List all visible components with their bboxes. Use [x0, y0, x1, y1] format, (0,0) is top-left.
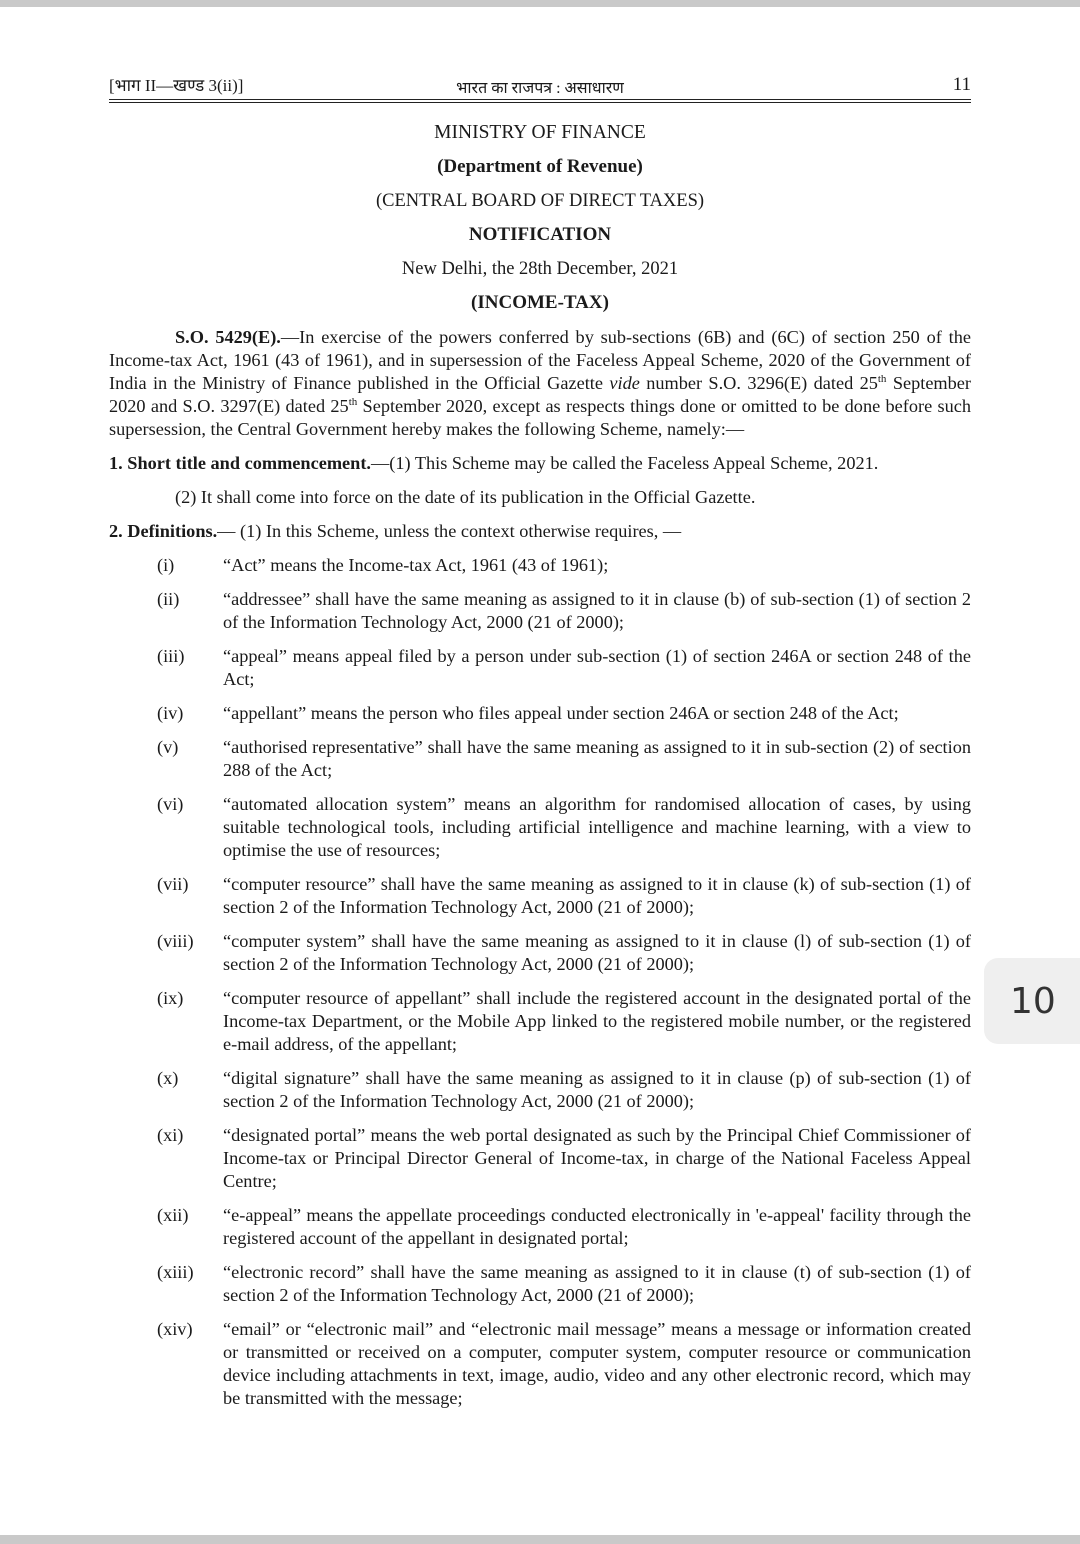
definition-item: [109, 645, 971, 691]
definition-item: [109, 588, 971, 634]
definition-item: [109, 1261, 971, 1307]
page-indicator-badge: [984, 958, 1080, 1044]
definition-text: “computer system” shall have the same meaning as assigned to it in clause (l) of sub-section (1) of section 2 of the Information Technology Act, 2000 (21 of 2000);: [223, 931, 971, 974]
definition-number: (vi): [157, 794, 184, 814]
definition-number: (x): [157, 1068, 179, 1088]
definition-text: “Act” means the Income-tax Act, 1961 (43 of 1961);: [223, 555, 609, 575]
definition-text: “authorised representative” shall have the same meaning as assigned to it in sub-section (2) of section 288 of the Act;: [223, 737, 971, 780]
definition-text: “designated portal” means the web portal designated as such by the Principal Chief Commissioner of Income-tax or Principal Director General of Income-tax, in charge of the National Faceless Appeal Centre;: [223, 1125, 971, 1191]
definition-number: (xiii): [157, 1262, 194, 1282]
definition-number: (xi): [157, 1125, 184, 1145]
section-1: 1. Short title and commencement.—(1) This Scheme may be called the Faceless Appeal Scheme, 2021.: [109, 453, 879, 473]
definition-item: [109, 987, 971, 1056]
definition-text: “automated allocation system” means an algorithm for randomised allocation of cases, by using suitable technological tools, including artificial intelligence and machine learning, with a view to optimise the use of resources;: [223, 794, 971, 860]
definition-number: (xii): [157, 1205, 189, 1225]
place-date: New Delhi, the 28th December, 2021: [401, 259, 679, 279]
definition-item: [109, 554, 971, 577]
definition-number: (ii): [157, 589, 180, 609]
definition-text: “digital signature” shall have the same meaning as assigned to it in clause (p) of sub-section (1) of section 2 of the Information Technology Act, 2000 (21 of 2000);: [223, 1068, 971, 1111]
definition-item: [109, 702, 971, 725]
section-2: 2. Definitions.— (1) In this Scheme, unless the context otherwise requires, —: [109, 521, 682, 541]
definition-text: “email” or “electronic mail” and “electronic mail message” means a message or information created or transmitted or received on a computer, computer system, computer resource or communication device including attachments in text, image, audio, video and any other electronic record, which may be transmitted with the message;: [223, 1319, 971, 1408]
definition-number: (xiv): [157, 1319, 193, 1339]
definition-text: “electronic record” shall have the same meaning as assigned to it in clause (t) of sub-section (1) of section 2 of the Information Technology Act, 2000 (21 of 2000);: [223, 1262, 971, 1305]
gazette-page: [109, 72, 971, 1410]
viewer-top-edge: [0, 0, 1080, 7]
header-part-section: [भाग II—खण्ड 3(ii)]: [109, 76, 244, 95]
definition-number: (iii): [157, 646, 185, 666]
running-header: [109, 72, 971, 96]
ministry-title: MINISTRY OF FINANCE: [434, 122, 646, 143]
definition-item: [109, 1124, 971, 1193]
definition-text: “appeal” means appeal filed by a person under sub-section (1) of section 246A or section 248 of the Act;: [223, 646, 971, 689]
definition-number: (v): [157, 737, 179, 757]
preamble-paragraph: S.O. 5429(E).—In exercise of the powers conferred by sub-sections (6B) and (6C) of section 250 of the Income-tax Act, 1961 (43 of 1961), and in supersession of the Faceless Appeal Scheme, 2020 of the Government of India in the Ministry of Finance published in the Official Gazette vide number S.O. 3296(E) dated 25th September 2020 and S.O. 3297(E) dated 25th September 2020, except as respects things done or omitted to be done before such supersession, the Central Government hereby makes the following Scheme, namely:—: [109, 327, 971, 439]
viewer-bottom-edge: [0, 1535, 1080, 1544]
department-title: (Department of Revenue): [437, 156, 643, 177]
header-page-number: 11: [952, 74, 971, 95]
board-title: (CENTRAL BOARD OF DIRECT TAXES): [375, 191, 705, 211]
subject-title: (INCOME-TAX): [471, 292, 609, 313]
notification-title: NOTIFICATION: [468, 224, 612, 245]
definition-number: (vii): [157, 874, 189, 894]
section-2-heading: 2. Definitions.: [109, 521, 218, 541]
definition-number: (ix): [157, 988, 184, 1008]
definition-item: [109, 930, 971, 976]
definition-text: “appellant” means the person who files appeal under section 246A or section 248 of the Act;: [223, 703, 899, 723]
definition-number: (viii): [157, 931, 194, 951]
definition-number: (i): [157, 555, 175, 575]
definition-item: [109, 1318, 971, 1410]
definitions-list: [109, 554, 971, 1410]
page-indicator-number: 10: [1010, 980, 1056, 1022]
section-1-sub-2: (2) It shall come into force on the date of its publication in the Official Gazette.: [175, 487, 756, 507]
definition-text: “computer resource” shall have the same meaning as assigned to it in clause (k) of sub-section (1) of section 2 of the Information Technology Act, 2000 (21 of 2000);: [223, 874, 971, 917]
definition-item: [109, 736, 971, 782]
header-gazette-name: भारत का राजपत्र : असाधारण: [456, 80, 624, 97]
definition-text: “e-appeal” means the appellate proceedings conducted electronically in 'e-appeal' facility through the registered account of the appellant in designated portal;: [223, 1205, 971, 1248]
header-rule: [109, 99, 971, 103]
definition-number: (iv): [157, 703, 184, 723]
definition-text: “computer resource of appellant” shall include the registered account in the designated portal of the Income-tax Department, or the Mobile App linked to the registered mobile number, or the registered e-mail address, of the appellant;: [223, 988, 971, 1054]
definition-item: [109, 1204, 971, 1250]
definition-item: [109, 793, 971, 862]
definition-item: [109, 1067, 971, 1113]
so-number: S.O. 5429(E).: [175, 327, 281, 347]
section-1-heading: 1. Short title and commencement.: [109, 453, 371, 473]
definition-item: [109, 873, 971, 919]
definition-text: “addressee” shall have the same meaning as assigned to it in clause (b) of sub-section (1) of section 2 of the Information Technology Act, 2000 (21 of 2000);: [223, 589, 971, 632]
